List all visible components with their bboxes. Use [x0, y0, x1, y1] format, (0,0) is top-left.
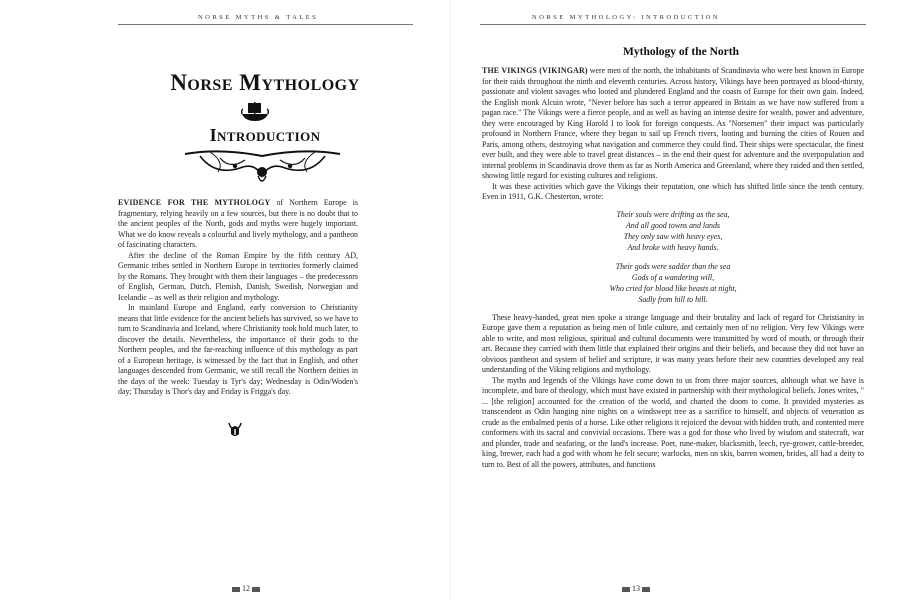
lead-in: EVIDENCE FOR THE MYTHOLOGY: [118, 198, 271, 207]
poem-line: Gods of a wandering will,: [631, 272, 715, 282]
paragraph: These heavy-handed, great men spoke a strange language and their brutality and lack of regard for Christianity in Europe gave them a reputation as being men of little culture, and certainly men of no religion. Very few Vikings were able to write, and most religious, spiritual and cultural documents were transmitted by word of mouth, or through their art. Because they carried with them little that explained their origins and their beliefs, and because they did not have an obvious pantheon and system of belief and scripture, it was many years before their new countries developed any real understanding of the Viking religions and mythology.: [482, 312, 864, 374]
paragraph: In mainland Europe and England, early conversion to Christianity means that little evidence for the ancient beliefs has survived, so we have to turn to Scandinavia and Iceland, where Christianity took hold much later, to discover the details. Nevertheless, the importance of their gods to the Northern peoples, and the far-reaching influence of this mythology as part of a European heritage, is witnessed by the fact that in English, and other languages descended from Germanic, we still recall the Northern deities in the days of the week: Tuesday is Tyr's day; Wednesday is Odin/Woden's day; Thursday is Thor's day and Friday is Frigga's day.: [118, 303, 358, 396]
paragraph: THE VIKINGS (VIKINGAR) were men of the north, the inhabitants of Scandinavia who were best known in Europe for their raids throughout the ninth and eleventh centuries. Across history, Vikings have been portrayed as blood-thirsty, passionate and violent savages who looted and plundered England and the coasts of Europe for their own gain. Indeed, the English monk Alcuin wrote, "Never before has such a terror appeared in Britain as we have now suffered from a pagan race." The Vikings were a fierce people, and as well as having an intense desire for wealth, power and adventure, they were encouraged by King Harold I to look for foreign conquests. As "Norsemen" their impact was particularly profound in Northern France, where they began to sail up French rivers, looting and burning the cities of Rouen and Paris, among others, destroying what navigation and commerce they could find. Their ships were spectacular, the finest ever built, and they were able to travel great distances – in the end their quest for adventure and the overpopulation and internal problems in Scandinavia drove them as far as North America and Greenland, where they raided and then settled, showing little regard for existing cultures and religions.: [482, 66, 864, 180]
poem-line: Who cried for blood like beasts at night,: [609, 283, 737, 293]
folio-ornament-icon: [232, 587, 240, 592]
right-page: [450, 0, 900, 600]
viking-helmet-icon: [228, 420, 242, 438]
folio-ornament-icon: [642, 587, 650, 592]
folio-ornament-icon: [622, 587, 630, 592]
left-body-text: [118, 198, 358, 398]
poem-line: Their souls were drifting as the sea,: [616, 209, 730, 219]
paragraph: EVIDENCE FOR THE MYTHOLOGY of Northern Europe is fragmentary, relying heavily on a few sources, but there is no doubt that to the ancient peoples of the North, gods and myths were hugely important. What we do know reveals a colourful and lively mythology, and a pantheon of fascinating characters.: [118, 198, 358, 249]
poem-line: They only saw with heavy eyes,: [623, 231, 723, 241]
running-head-right: NORSE MYTHOLOGY: INTRODUCTION: [532, 14, 721, 21]
chapter-title: Norse Mythology: [170, 70, 360, 95]
chapter-subtitle: Introduction: [209, 125, 321, 145]
poem-stanza: [482, 261, 864, 305]
poem-line: Sadly from hill to hill.: [638, 294, 708, 304]
paragraph: It was these activities which gave the Vikings their reputation, one which has shifted little since the tenth century. Even in 1911, G.K. Chesterton, wrote:: [482, 181, 864, 201]
page-number-right: 13: [622, 584, 650, 593]
ornamental-flourish-icon: [180, 146, 345, 188]
header-rule-left: [118, 24, 413, 25]
poem-line: And broke with heavy hands.: [627, 242, 719, 252]
paragraph: After the decline of the Roman Empire by the fifth century AD, Germanic tribes settled in Northern Europe in territories formerly claimed by the Romans. They brought with them their languages – the predecessors of English, German, Dutch, Flemish, Danish, Swedish, Norwegian and Icelandic – as well as their religion and mythology.: [118, 250, 358, 302]
paragraph: The myths and legends of the Vikings have come down to us from three major sources, although what we have is incomplete, and bare of theology, which must have existed in partnership with their mythological beliefs. Jones writes, " ... [the religion] accounted for the creation of the world, and charted the doom to come. It provided mysteries as transcendent as Odin hanging nine nights on a windswept tree as a sacrifice to himself, and objects of veneration as crude as the embalmed penis of a horse. Like other religions it rejoiced the devout with hidden truth, and contented mere conformers with its sacral and convivial occasions. There was a god for those who lived by wisdom and statecraft, war and plunder, trade and seafaring, or the land's increase. Poet, rune-maker, blacksmith, leech, rye-grower, cattle-breeder, king, brewer, each had a god with whom he felt secure; warlocks, men on skis, barren women, brides, all had a deity to turn to. Best of all the powers, attributes, and functions: [482, 375, 864, 469]
viking-ship-icon: [241, 101, 269, 123]
header-rule-right: [480, 24, 866, 25]
lead-in: THE VIKINGS (VIKINGAR): [482, 66, 588, 75]
right-body-text: [482, 66, 864, 470]
folio-ornament-icon: [252, 587, 260, 592]
poem-stanza: [482, 209, 864, 253]
section-title: Mythology of the North: [623, 46, 739, 58]
poem-quote: [482, 209, 864, 305]
page-number-left: 12: [232, 584, 260, 593]
running-head-left: NORSE MYTHS & TALES: [198, 14, 319, 21]
poem-line: And all good towns and lands: [625, 220, 721, 230]
poem-line: Their gods were sadder than the sea: [615, 261, 731, 271]
